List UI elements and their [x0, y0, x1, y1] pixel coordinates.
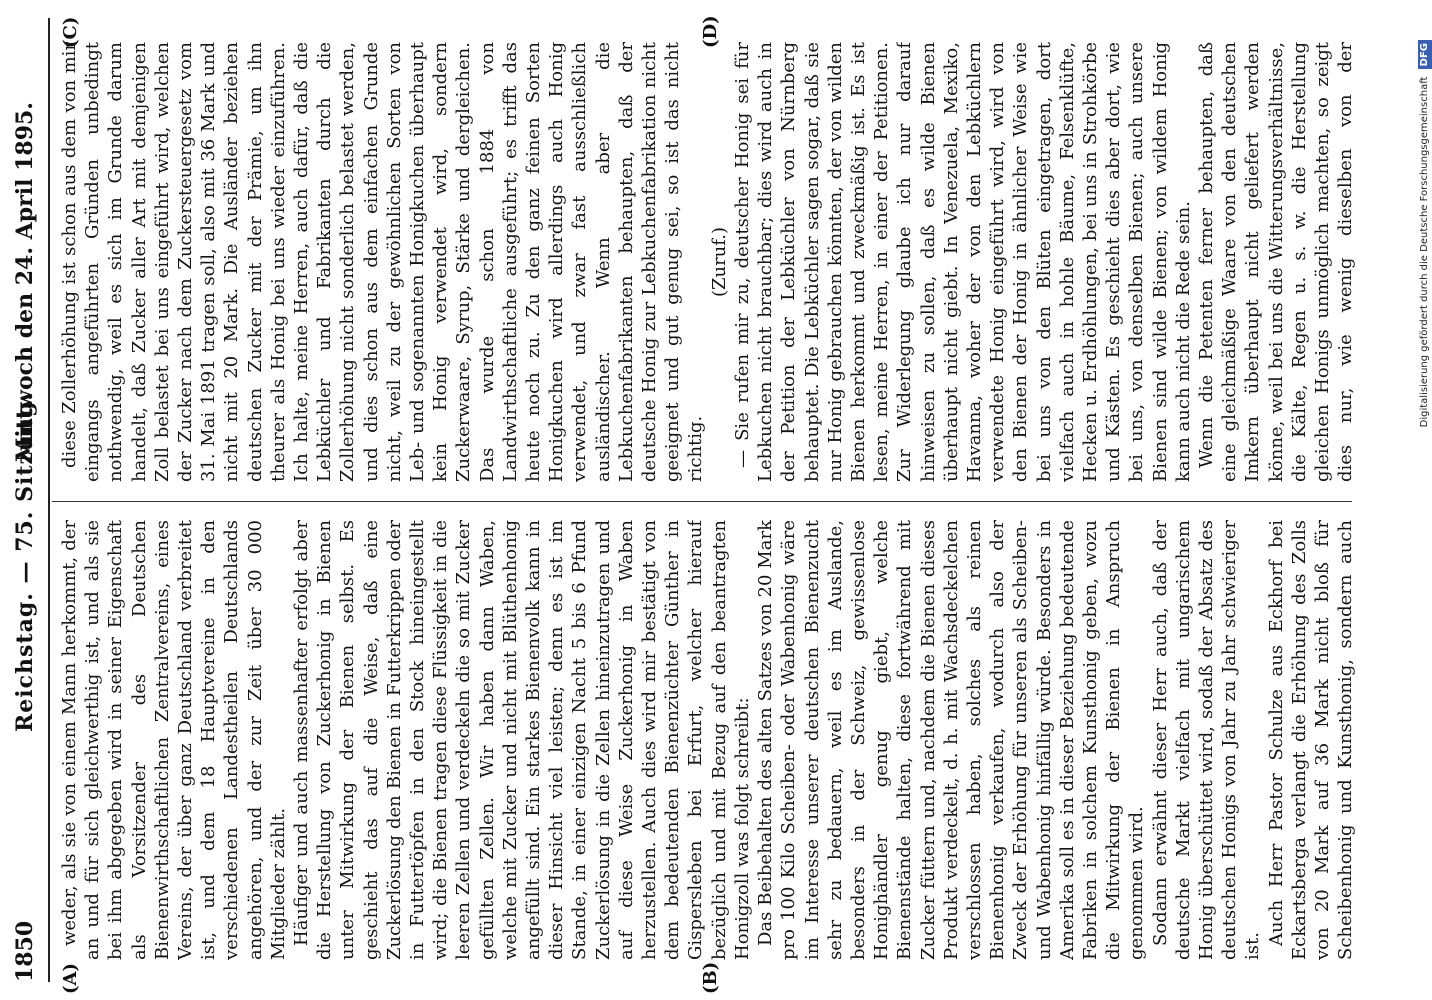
- dfg-logo: DFG: [1418, 40, 1432, 69]
- left-column-paragraph: Auch Herr Pastor Schulze aus Eckhorf bei Eckartsberga verlangt die Erhöhung des Zolls von 20 Mark auf 36 Mark nicht bloß für Scheibenhonig und Kunsthonig, sondern auch: [1265, 520, 1357, 960]
- digitization-note: [1418, 40, 1432, 960]
- left-column-paragraph: Häufiger und auch massenhafter erfolgt aber die Herstellung von Zuckerhonig in Bienen unter Mitwirkung der Bienen selbst. Es geschieht das auf die Weise, daß eine Zuckerlösung den Bienen in Futterkrippen oder in Futtertöpfen in den Stock hineingestellt wird; die Bienen tragen diese Flüssigkeit in die leeren Zellen und verdeckeln die so mit Zucker gefüllten Zellen. Wir haben dann Waben, welche mit Zucker und nicht mit Blüthenhonig angefüllt sind. Ein starkes Bienenvolk kann in dieser Hinsicht viel leisten; denn es ist im Stande, in einer einzigen Nacht 5 bis 6 Pfund Zuckerlösung in die Zellen hineinzutragen und auf diese Weise Zuckerhonig in Waben herzustellen. Auch dies wird mir bestätigt von dem bedeutenden Bienenzüchter Günther in Gispersleben bei Erfurt, welcher hierauf bezüglich und mit Bezug auf den beantragten Honigzoll was folgt schreibt:: [291, 520, 753, 960]
- margin-marker-c: (C): [60, 16, 81, 48]
- right-column-paragraph: Wenn die Petenten ferner behaupten, daß eine gleichmäßige Waare von den deutschen Imkern überhaupt nicht geliefert werden könne, weil bei uns die Witterungsverhältnisse, die Kälte, Regen u. s. w. die Herstellung gleichen Honigs unmöglich machten, so zeigt dies nur, wie wenig dieselben von der: [1195, 42, 1357, 482]
- session-date: Mittwoch den 24. April 1895.: [12, 102, 38, 462]
- right-column-paragraph: (Zuruf.): [708, 226, 730, 298]
- column-divider: [52, 501, 1352, 502]
- right-column-paragraph: diese Zollerhöhung ist schon aus dem von mir eingangs angeführten Gründen unbedingt nothwendig, weil es sich im Grunde darum handelt, daß Zucker aller Art mit demjenigen Zoll belastet bei uns eingeführt wird, welchen der Zucker nach dem Zuckersteuergesetz vom 31. Mai 1891 tragen soll, also mit 36 Mark und nicht mit 20 Mark. Die Ausländer beziehen deutschen Zucker mit der Prämie, um ihn theurer als Honig bei uns wieder einzuführen. Ich halte, meine Herren, auch dafür, daß die Lebküchler und Fabrikanten durch die Zollerhöhung nicht sonderlich belastet werden, und dies schon aus dem einfachen Grunde nicht, weil zu der gewöhnlichen Sorten von Leb- und sogenannten Honigkuchen überhaupt kein Honig verwendet wird, sondern Zuckerwaare, Syrup, Stärke und dergleichen. Das wurde schon 1884 von Landwirthschaftliche ausgeführt; es trifft das heute noch zu. Zu den ganz feinen Sorten Honigkuchen wird allerdings auch Honig verwendet, und zwar fast ausschließlich ausländischer. Wenn aber die Lebkuchenfabrikanten behaupten, daß der deutsche Honig zur Lebkuchenfabrikation nicht geeignet und gut genug sei, so ist das nicht richtig.: [59, 42, 707, 482]
- left-column-paragraph: Das Beibehalten des alten Satzes von 20 Mark pro 100 Kilo Scheiben- oder Wabenhonig wäre im Interesse unserer deutschen Bienenzucht sehr zu bedauern, weil es im Auslande, besonders in der Schweiz, gewissenlose Honighändler genug giebt, welche Bienenstände halten, diese fortwährend mit Zucker füttern und, nachdem die Bienen dieses Produkt verdeckelt, d. h. mit Wachsdeckelchen verschlossen haben, solches als reinen Bienenhonig verkaufen, wodurch also der Zweck der Erhöhung für unseren als Scheiben- und Wabenhonig hinfällig würde. Besonders in Amerika soll es in dieser Beziehung bedeutende Fabriken in solchem Kunsthonig geben, wozu die Mitwirkung der Bienen in Anspruch genommen wird.: [755, 520, 1148, 960]
- digitization-note-text: Digitalisierung gefördert durch die Deutsche Forschungsgemeinschaft: [1419, 76, 1430, 428]
- margin-marker-d: (D): [700, 15, 721, 48]
- right-text-column: [58, 42, 1358, 482]
- right-column-paragraph: — Sie rufen mir zu, deutscher Honig sei für Lebkuchen nicht brauchbar; dies wird auch in der Petition der Lebküchler von Nürnberg behauptet. Die Lebküchler sagen sogar, daß sie nur Honig gebrauchen könnten, der von wilden Bienen herkommt und zweckmäßig ist. Es ist lesen, meine Herren, in einer der Petitionen. Zur Widerlegung glaube ich nur darauf hinweisen zu sollen, daß es wilde Bienen überhaupt nicht giebt. In Venezuela, Mexiko, Havanna, woher der von den Lebküchlern verwendete Honig eingeführt wird, wird von den Bienen der Honig in ähnlicher Weise wie bei uns von den Blüten eingetragen, dort vielfach auch in hohle Bäume, Felsenklüfte, Hecken u. Erdhöhlungen, bei uns in Strohkörbe und Kästen. Es geschieht dies aber dort, wie bei uns, von denselben Bienen; auch unsere Bienen sind wilde Bienen; von wildem Honig kann auch nicht die Rede sein.: [731, 42, 1194, 482]
- margin-marker-b: (B): [700, 961, 721, 994]
- page-number: 1850: [12, 920, 38, 982]
- header-rule: [48, 18, 50, 982]
- left-column-paragraph: weder, als sie von einem Mann herkommt, der an und für sich gleichwerthig ist, und als sie bei ihm abgegeben wird in seiner Eigenschaft als Vorsitzender des Deutschen Bienenwirthschaftlichen Zentralvereins, eines Vereins, der über ganz Deutschland verbreitet ist, und dem 18 Hauptvereine in den verschiedenen Landestheilen Deutschlands angehören, und der zur Zeit über 30 000 Mitglieder zählt.: [59, 520, 289, 960]
- left-column-paragraph: Sodann erwähnt dieser Herr auch, daß der deutsche Markt vielfach mit ungarischem Honig überschüttet wird, sodaß der Absatz des deutschen Honigs von Jahr zu Jahr schwieriger ist.: [1149, 520, 1264, 960]
- session-title: Reichstag. — 75. Sitzung.: [12, 391, 38, 732]
- margin-marker-a: (A): [60, 963, 81, 994]
- left-text-column: [58, 520, 1358, 960]
